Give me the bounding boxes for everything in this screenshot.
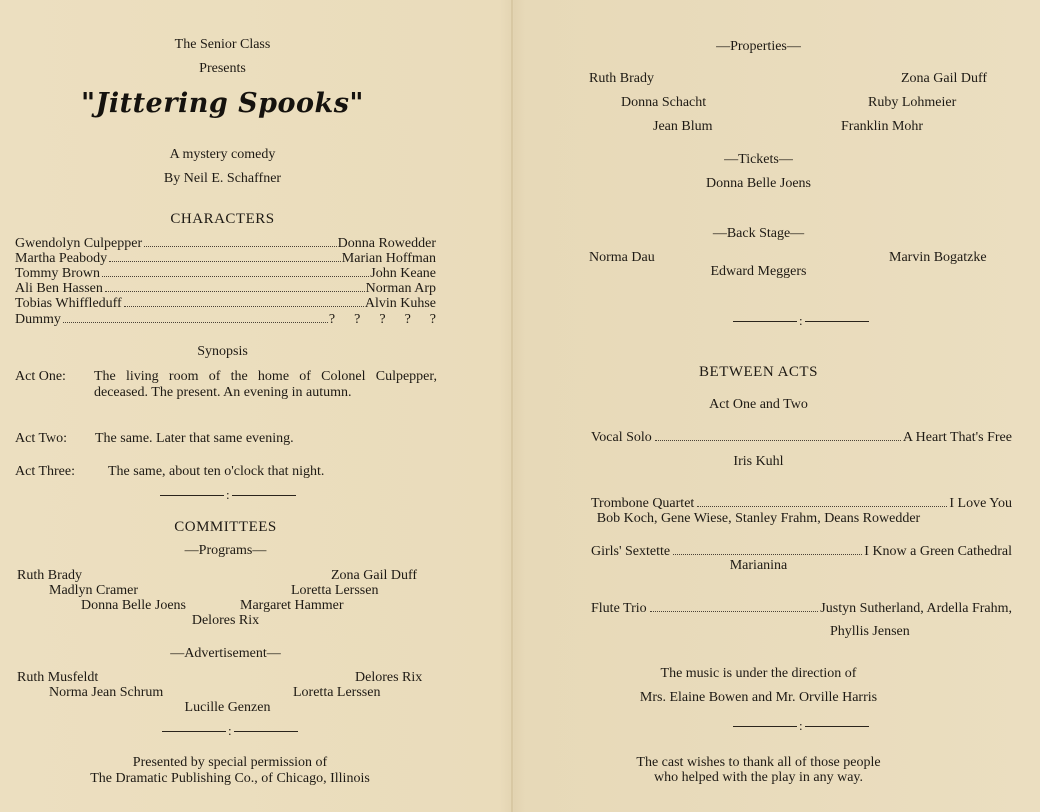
music-piece: A Heart That's Free — [902, 430, 1012, 445]
play-title: "Jittering Spooks" — [81, 88, 364, 119]
music-act: Vocal Solo — [591, 430, 652, 445]
tickets-heading: —Tickets— — [724, 152, 793, 167]
music-entry — [591, 601, 1012, 617]
committee-member: Franklin Mohr — [841, 119, 924, 134]
cast-role: Ali Ben Hassen — [15, 281, 103, 296]
music-entry — [591, 496, 1012, 512]
cast-role: Tobias Whiffleduff — [15, 296, 122, 311]
committee-member: Zona Gail Duff — [331, 568, 418, 583]
music-act: Girls' Sextette — [591, 544, 671, 559]
act-entry — [15, 464, 437, 480]
music-performers: Marianina — [729, 558, 788, 573]
music-piece: I Know a Green Cathedral — [864, 544, 1012, 559]
cast-row — [15, 236, 436, 252]
cast-role: Dummy — [15, 312, 61, 327]
committee-member: Ruth Brady — [17, 568, 82, 583]
committee-member: Lucille Genzen — [184, 700, 271, 715]
play-subtitle: A mystery comedy — [169, 147, 276, 162]
committee-member: Loretta Lerssen — [293, 685, 381, 700]
cast-role: Tommy Brown — [15, 266, 100, 281]
committee-member: Loretta Lerssen — [291, 583, 379, 598]
section-divider: : — [733, 315, 869, 327]
leader-dots — [105, 291, 365, 292]
thanks-line-1: The cast wishes to thank all of those people — [636, 755, 881, 770]
act-entry — [15, 431, 437, 447]
act-label: Act Three: — [15, 464, 75, 479]
act-label: Act Two: — [15, 431, 68, 446]
cast-role: Gwendolyn Culpepper — [15, 236, 143, 251]
between-acts-heading: BETWEEN ACTS — [699, 364, 818, 380]
play-author: By Neil E. Schaffner — [163, 171, 282, 186]
committee-member: Ruth Brady — [589, 71, 654, 86]
committee-member: Norma Jean Schrum — [49, 685, 164, 700]
advertisement-heading: —Advertisement— — [170, 646, 281, 661]
right-page — [520, 0, 1040, 812]
leader-dots — [102, 276, 369, 277]
leader-dots — [697, 506, 947, 507]
section-divider: : — [160, 489, 296, 501]
committee-member: Ruth Musfeldt — [17, 670, 99, 685]
cast-actor: Marian Hoffman — [341, 251, 436, 266]
cast-row — [15, 281, 436, 297]
music-act: Flute Trio — [591, 601, 647, 616]
committee-member: Jean Blum — [653, 119, 713, 134]
music-piece: I Love You — [949, 496, 1012, 511]
thanks-line-2: who helped with the play in any way. — [653, 770, 864, 785]
committee-member: Delores Rix — [191, 613, 260, 628]
act-entry — [15, 369, 437, 401]
left-page — [0, 0, 505, 812]
cast-row — [15, 266, 436, 282]
committee-member: Ruby Lohmeier — [868, 95, 957, 110]
properties-heading: —Properties— — [716, 39, 801, 54]
tickets-member: Donna Belle Joens — [706, 176, 811, 191]
permission-line-2: The Dramatic Publishing Co., of Chicago, Illinois — [90, 771, 370, 786]
cast-actor: ? ? ? ? ? — [328, 312, 436, 327]
music-act: Trombone Quartet — [591, 496, 695, 511]
music-piece: Justyn Sutherland, Ardella Frahm, — [820, 601, 1012, 616]
music-performers: Phyllis Jensen — [830, 624, 910, 639]
act-label: Act One: — [15, 369, 66, 384]
committee-member: Zona Gail Duff — [901, 71, 988, 86]
programs-heading: —Programs— — [184, 543, 267, 558]
committee-member: Edward Meggers — [710, 264, 807, 279]
act-description: The living room of the home of Colonel Culpepper, deceased. The present. An evening in autumn. — [94, 369, 437, 400]
leader-dots — [109, 261, 341, 262]
section-divider: : — [733, 720, 869, 732]
music-entry — [591, 430, 1012, 446]
intro-line-2: Presents — [199, 61, 246, 76]
leader-dots — [673, 554, 862, 555]
cast-row — [15, 296, 436, 312]
cast-role: Martha Peabody — [15, 251, 108, 266]
characters-heading: CHARACTERS — [170, 211, 275, 227]
intro-line-1: The Senior Class — [174, 37, 271, 52]
committee-member: Margaret Hammer — [240, 598, 344, 613]
direction-line-1: The music is under the direction of — [660, 666, 857, 681]
act-description: The same. Later that same evening. — [95, 431, 294, 446]
permission-line-1: Presented by special permission of — [132, 755, 328, 770]
cast-row — [15, 251, 436, 267]
committee-member: Norma Dau — [589, 250, 655, 265]
cast-actor: Donna Rowedder — [337, 236, 436, 251]
cast-row — [15, 312, 436, 328]
committee-member: Delores Rix — [355, 670, 423, 685]
leader-dots — [650, 611, 819, 612]
committee-member: Donna Schacht — [621, 95, 707, 110]
cast-actor: John Keane — [370, 266, 436, 281]
section-divider: : — [162, 725, 298, 737]
committee-member: Donna Belle Joens — [81, 598, 186, 613]
leader-dots — [655, 440, 901, 441]
committees-heading: COMMITTEES — [174, 519, 277, 535]
committee-member: Madlyn Cramer — [49, 583, 139, 598]
cast-actor: Alvin Kuhse — [364, 296, 436, 311]
cast-actor: Norman Arp — [365, 281, 436, 296]
synopsis-heading: Synopsis — [197, 344, 248, 359]
music-performers: Bob Koch, Gene Wiese, Stanley Frahm, Deans Rowedder — [596, 511, 921, 526]
direction-line-2: Mrs. Elaine Bowen and Mr. Orville Harris — [639, 690, 878, 705]
leader-dots — [124, 306, 364, 307]
between-acts-subheading: Act One and Two — [709, 397, 808, 412]
leader-dots — [63, 322, 328, 323]
leader-dots — [144, 246, 336, 247]
backstage-heading: —Back Stage— — [712, 226, 805, 241]
music-performers: Iris Kuhl — [733, 454, 784, 469]
committee-member: Marvin Bogatzke — [889, 250, 987, 265]
act-description: The same, about ten o'clock that night. — [108, 464, 325, 479]
